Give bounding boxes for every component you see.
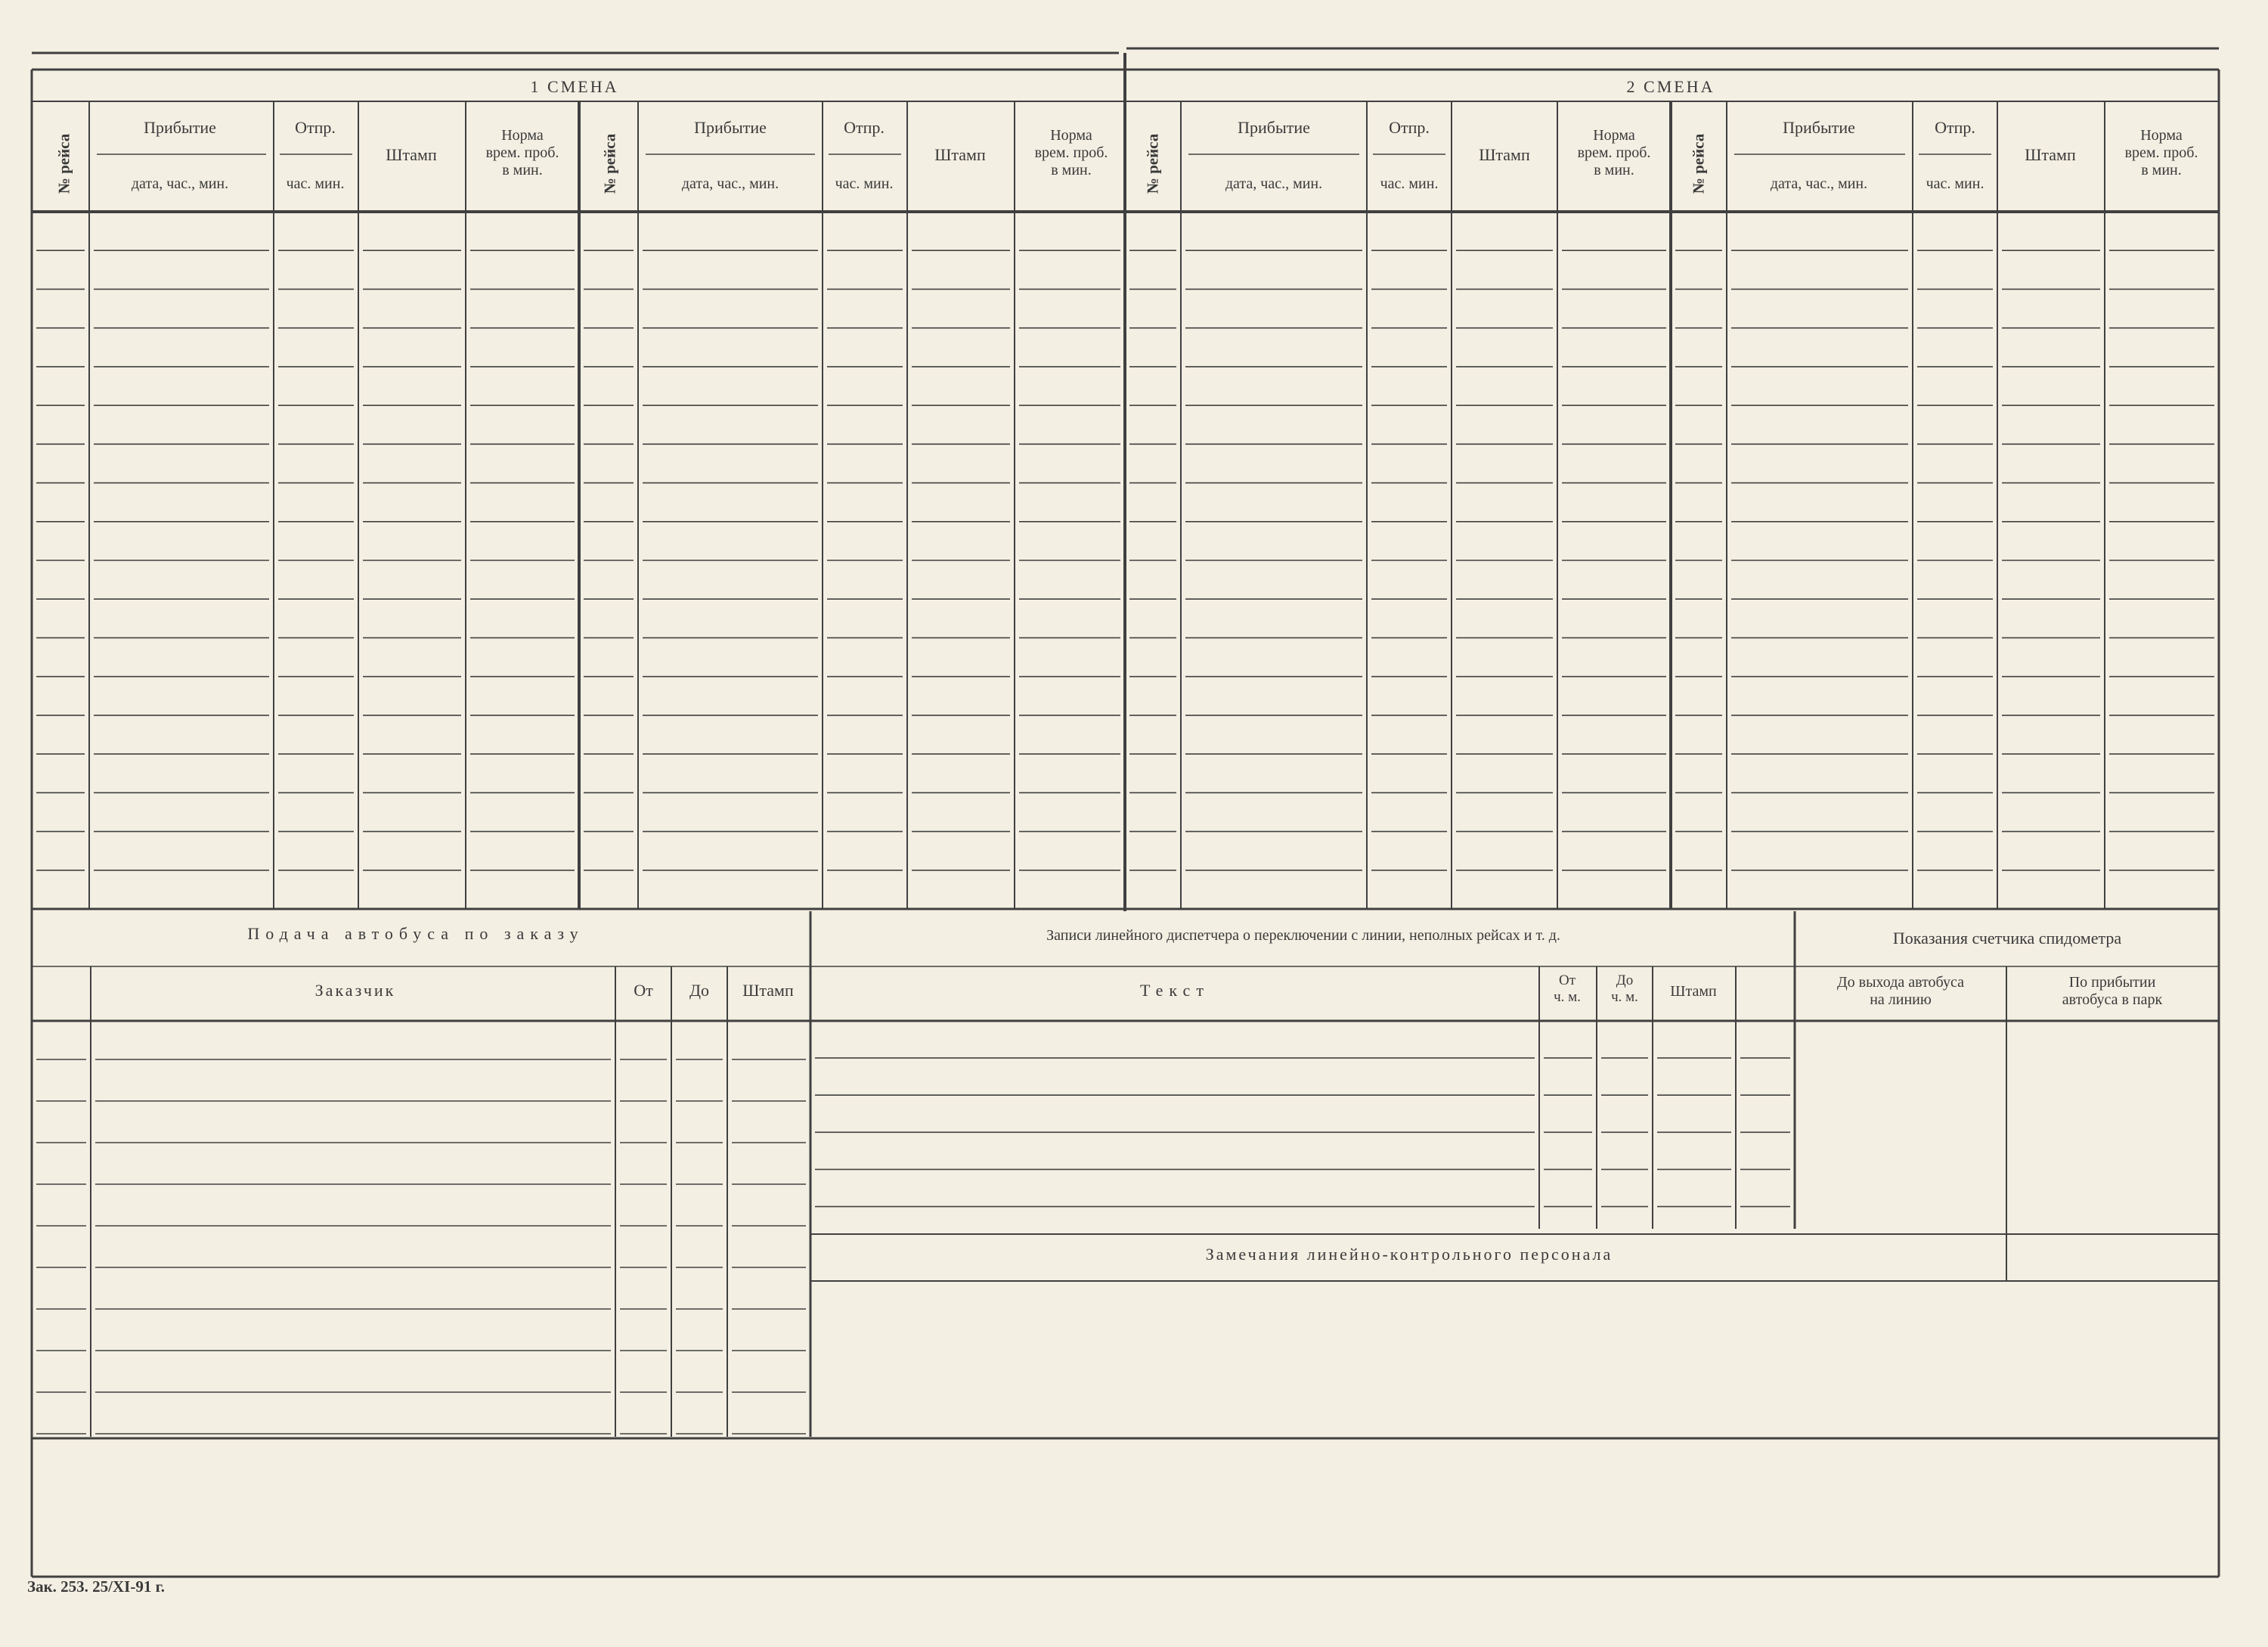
- depart-header: Отпр.: [295, 118, 336, 137]
- stamp-header: Штамп: [934, 145, 986, 164]
- norm-header: Норма врем. проб. в мин.: [2124, 127, 2198, 178]
- speedometer-after-header: По прибытии автобуса в парк: [2062, 974, 2163, 1008]
- arrival-subheader: дата, час., мин.: [131, 175, 229, 192]
- norm-header: Норма врем. проб. в мин.: [1577, 127, 1651, 178]
- arrival-header: Прибытие: [694, 118, 767, 137]
- arrival-subheader: дата, час., мин.: [681, 175, 779, 192]
- order-stamp-header: Штамп: [742, 981, 794, 1000]
- speedometer-before-header: До выхода автобуса на линию: [1837, 974, 1964, 1008]
- norm-header: Норма врем. проб. в мин.: [1034, 127, 1108, 178]
- norm-header: Норма врем. проб. в мин.: [485, 127, 559, 178]
- remarks-title: Замечания линейно-контрольного персонала: [1205, 1245, 1613, 1264]
- trip-no-header: № рейса: [54, 133, 73, 194]
- dispatcher-section-title: Записи линейного диспетчера о переключении с линии, неполных рейсах и т. д.: [1046, 927, 1560, 944]
- order-section-title: Подача автобуса по заказу: [247, 924, 584, 943]
- depart-header: Отпр.: [1935, 118, 1975, 137]
- arrival-header: Прибытие: [1238, 118, 1310, 137]
- trip-no-header: № рейса: [1143, 133, 1162, 194]
- dispatcher-stamp-header: Штамп: [1670, 983, 1717, 1000]
- depart-subheader: час. мин.: [286, 175, 345, 192]
- depart-subheader: час. мин.: [835, 175, 894, 192]
- order-from-header: От: [634, 981, 653, 1000]
- customer-header: Заказчик: [314, 981, 396, 1000]
- depart-header: Отпр.: [1389, 118, 1430, 137]
- dispatcher-to-header: До ч. м.: [1611, 972, 1638, 1005]
- print-order-note: Зак. 253. 25/XI-91 г.: [27, 1577, 166, 1596]
- arrival-header: Прибытие: [144, 118, 216, 137]
- depart-subheader: час. мин.: [1926, 175, 1984, 192]
- order-to-header: До: [689, 981, 709, 1000]
- text-header: Текст: [1140, 981, 1210, 1000]
- stamp-header: Штамп: [2025, 145, 2076, 164]
- speedometer-section-title: Показания счетчика спидометра: [1892, 929, 2122, 948]
- trip-no-header: № рейса: [600, 133, 619, 194]
- stamp-header: Штамп: [1479, 145, 1530, 164]
- arrival-subheader: дата, час., мин.: [1770, 175, 1868, 192]
- depart-subheader: час. мин.: [1380, 175, 1439, 192]
- stamp-header: Штамп: [386, 145, 437, 164]
- shift2-title: 2 СМЕНА: [1626, 77, 1715, 96]
- arrival-header: Прибытие: [1783, 118, 1855, 137]
- arrival-subheader: дата, час., мин.: [1225, 175, 1323, 192]
- trip-no-header: № рейса: [1689, 133, 1708, 194]
- shift1-title: 1 СМЕНА: [530, 77, 619, 96]
- depart-header: Отпр.: [844, 118, 885, 137]
- dispatcher-from-header: От ч. м.: [1554, 972, 1581, 1005]
